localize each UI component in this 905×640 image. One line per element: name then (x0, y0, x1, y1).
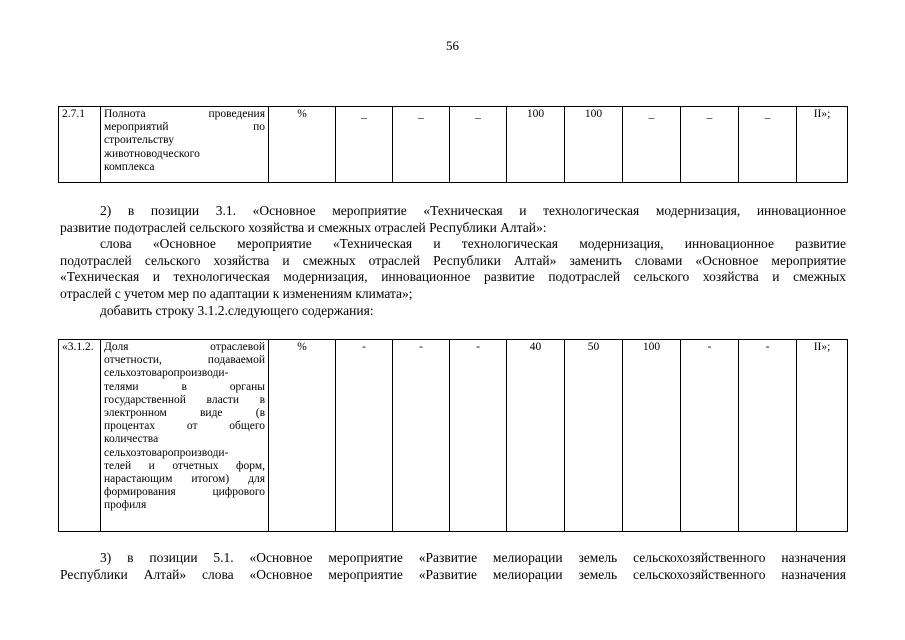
paragraph-line: добавить строку 3.1.2.следующего содержания: (100, 302, 374, 318)
description-line: сельхозтоваропроизводи- (104, 446, 229, 459)
paragraph-item-2 (60, 203, 846, 319)
paragraph-line: «Техническая и технологическая модернизация, инновационное развитие подотраслей сельского хозяйства и смежных (60, 269, 846, 285)
value-cell: _ (393, 107, 450, 183)
table-row (59, 340, 848, 532)
page-number: 56 (446, 38, 459, 53)
description-line: количества (104, 433, 159, 446)
paragraph-line: подотраслей сельского хозяйства и смежных отраслей Республики Алтай» заменить словами «Основное мероприятие (60, 252, 846, 268)
row-code: «3.1.2. (59, 340, 101, 532)
description-line: отчетности, подаваемой (104, 354, 265, 367)
value-cell: 50 (565, 340, 623, 532)
description-line: профиля (104, 499, 147, 512)
description-line: процентах от общего (104, 420, 265, 433)
paragraph-line: 3) в позиции 5.1. «Основное мероприятие «Развитие мелиорации земель сельскохозяйственного назначения (100, 550, 846, 565)
row-description (101, 340, 269, 532)
unit-cell: % (269, 340, 336, 532)
paragraph-line: отраслей с учетом мер по адаптации к изменениям климата»; (60, 285, 413, 301)
description-line: телями в органы (104, 380, 265, 393)
value-cell: _ (450, 107, 507, 183)
value-cell: _ (623, 107, 681, 183)
description-line: нарастающим итогом) для (104, 473, 265, 486)
paragraph-line: 2) в позиции 3.1. «Основное мероприятие «Техническая и технологическая модернизация, инновационное (100, 203, 846, 218)
paragraph-line: развитие подотраслей сельского хозяйства и смежных отраслей Республики Алтай»: (60, 219, 547, 235)
description-line: телей и отчетных форм, (104, 459, 265, 472)
value-cell: 100 (623, 340, 681, 532)
value-cell: - (393, 340, 450, 532)
description-line: Полнота проведения (104, 108, 265, 120)
description-line: мероприятий по (104, 121, 265, 134)
value-cell: 40 (507, 340, 565, 532)
description-line: сельхозтоваропроизводи- (104, 367, 229, 380)
table-3-1-2 (58, 339, 848, 532)
last-cell: II»; (797, 340, 848, 532)
value-cell: 100 (507, 107, 565, 183)
paragraph-item-3 (60, 550, 846, 583)
value-cell: _ (681, 107, 739, 183)
value-cell: _ (336, 107, 393, 183)
table-row (59, 107, 848, 183)
paragraph-line: Республики Алтай» слова «Основное мероприятие «Развитие мелиорации земель сельскохозяйственного назначения (60, 566, 846, 582)
paragraph-line: слова «Основное мероприятие «Техническая и технологическая модернизация, инновационное развитие (100, 236, 846, 252)
value-cell: - (739, 340, 797, 532)
description-line: комплекса (104, 160, 155, 173)
value-cell: - (681, 340, 739, 532)
description-line: животноводческого (104, 147, 200, 160)
value-cell: 100 (565, 107, 623, 183)
description-line: формирования цифрового (104, 486, 265, 499)
description-line: строительству (104, 134, 174, 147)
last-cell: II»; (797, 107, 848, 183)
unit-cell: % (269, 107, 336, 183)
table-2-7-1 (58, 106, 848, 183)
value-cell: _ (739, 107, 797, 183)
row-code: 2.7.1 (59, 107, 101, 183)
value-cell: - (450, 340, 507, 532)
value-cell: - (336, 340, 393, 532)
description-line: электронном виде (в (104, 407, 265, 420)
description-line: государственной власти в (104, 393, 265, 406)
row-description (101, 107, 269, 183)
description-line: Доля отраслевой (104, 341, 265, 353)
